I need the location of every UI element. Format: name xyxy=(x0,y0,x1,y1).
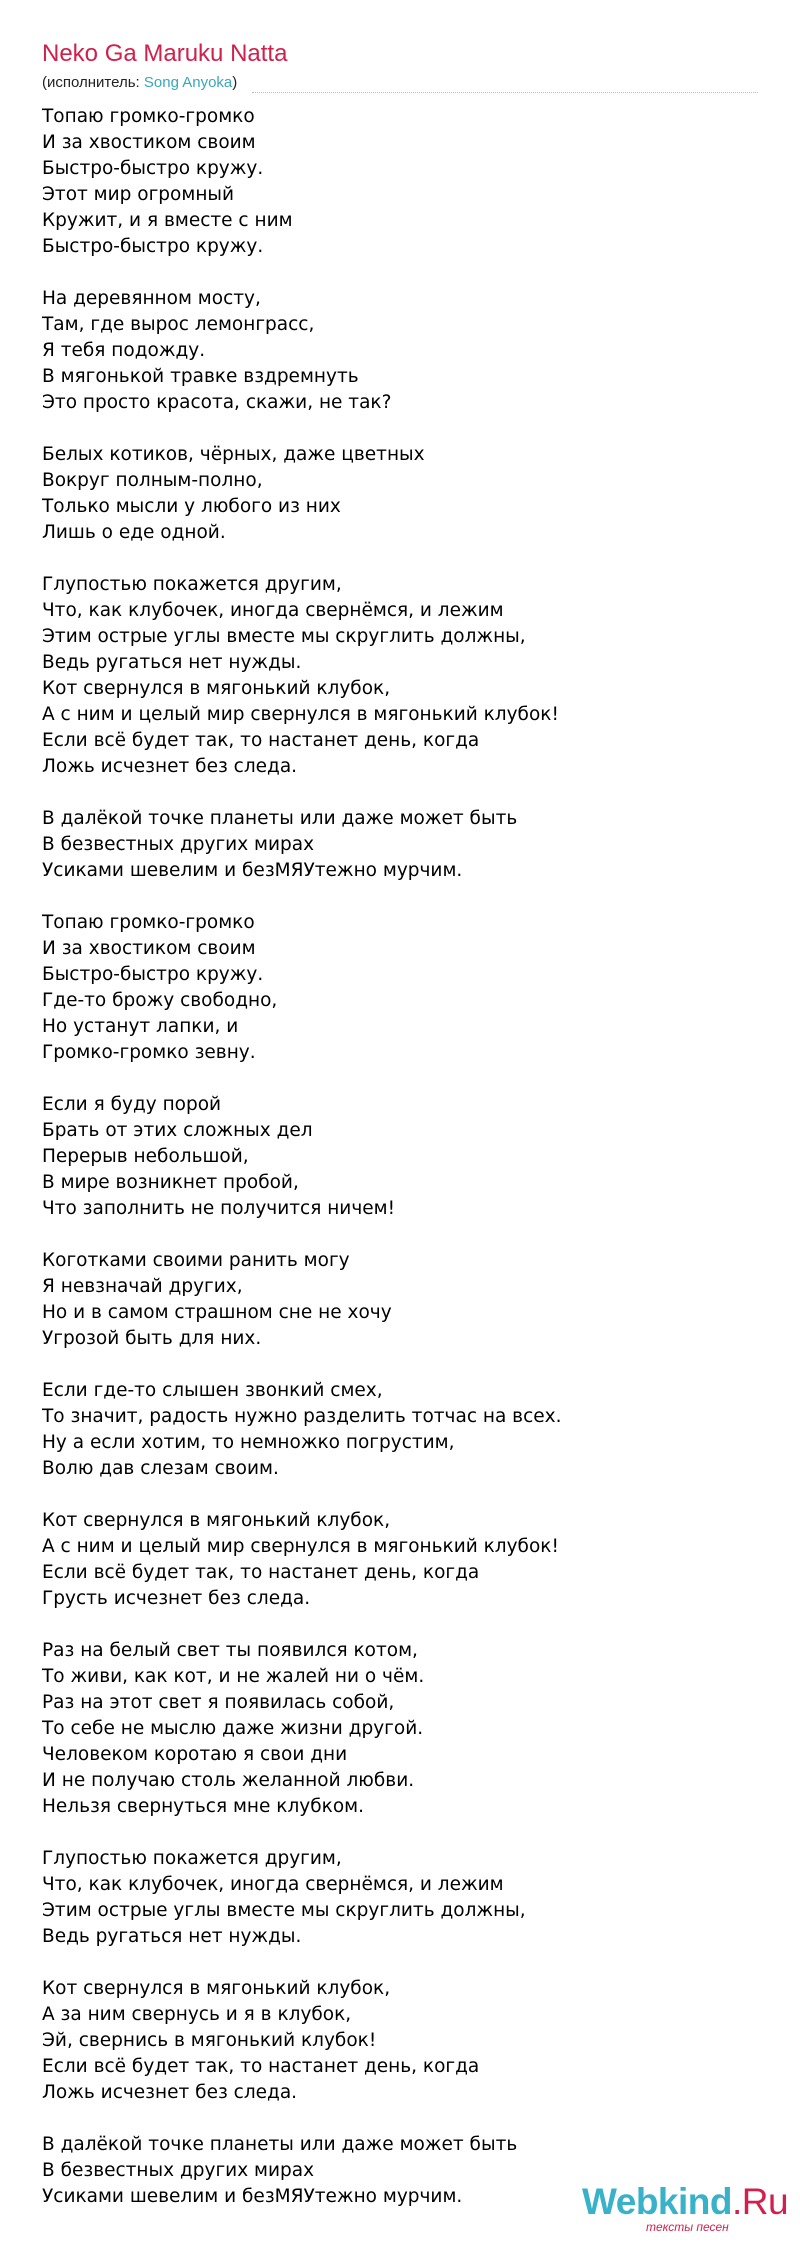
lyric-line: А за ним свернусь и я в клубок, xyxy=(42,2004,352,2025)
lyric-line: Быстро-быстро кружу. xyxy=(42,158,264,179)
byline-prefix: (исполнитель: xyxy=(42,74,144,91)
lyric-line: Кот свернулся в мягонький клубок, xyxy=(42,678,391,699)
lyric-line: Ну а если хотим, то немножко погрустим, xyxy=(42,1432,455,1453)
lyric-line: Быстро-быстро кружу. xyxy=(42,964,264,985)
lyric-line: Громко-громко зевну. xyxy=(42,1042,256,1063)
artist-byline xyxy=(42,74,237,91)
lyric-line: Человеком коротаю я свои дни xyxy=(42,1744,348,1765)
lyric-line: И не получаю столь желанной любви. xyxy=(42,1770,415,1791)
song-title: Neko Ga Maruku Natta xyxy=(42,40,288,67)
lyric-line: Усиками шевелим и безМЯУтежно мурчим. xyxy=(42,2186,463,2207)
lyric-line: Нельзя свернуться мне клубком. xyxy=(42,1796,364,1817)
lyric-line: Глупостью покажется другим, xyxy=(42,1848,342,1869)
lyric-line: Если всё будет так, то настанет день, когда xyxy=(42,730,480,751)
lyric-line: И за хвостиком своим xyxy=(42,938,256,959)
lyric-line: Быстро-быстро кружу. xyxy=(42,236,264,257)
lyric-line: Я невзначай других, xyxy=(42,1276,243,1297)
lyric-line: Волю дав слезам своим. xyxy=(42,1458,279,1479)
lyric-line: Перерыв небольшой, xyxy=(42,1146,249,1167)
lyric-line: То живи, как кот, и не жалей ни о чём. xyxy=(42,1666,425,1687)
stanza-gap xyxy=(42,884,742,910)
title-divider xyxy=(252,92,758,93)
lyric-line: Эй, свернись в мягонький клубок! xyxy=(42,2030,377,2051)
lyric-line: Топаю громко-громко xyxy=(42,106,255,127)
lyric-line: Белых котиков, чёрных, даже цветных xyxy=(42,444,425,465)
artist-link[interactable]: Song Anyoka xyxy=(143,74,233,91)
lyric-line: Что, как клубочек, иногда свернёмся, и лежим xyxy=(42,1874,504,1895)
lyric-line: Лишь о еде одной. xyxy=(42,522,226,543)
stanza-gap xyxy=(42,1352,742,1378)
lyric-line: В безвестных других мирах xyxy=(42,2160,315,2181)
site-logo[interactable] xyxy=(582,2181,789,2242)
lyric-line: Ложь исчезнет без следа. xyxy=(42,756,298,777)
lyric-line: Глупостью покажется другим, xyxy=(42,574,342,595)
lyric-line: А с ним и целый мир свернулся в мягонький клубок! xyxy=(42,1536,559,1557)
lyric-line: Если всё будет так, то настанет день, когда xyxy=(42,1562,480,1583)
lyric-line: На деревянном мосту, xyxy=(42,288,261,309)
lyric-line: Раз на этот свет я появилась собой, xyxy=(42,1692,395,1713)
lyric-line: Этим острые углы вместе мы скруглить должны, xyxy=(42,626,526,647)
lyric-line: Если всё будет так, то настанет день, когда xyxy=(42,2056,480,2077)
stanza-gap xyxy=(42,546,742,572)
lyrics-text xyxy=(42,104,742,2210)
lyric-line: То значит, радость нужно разделить тотчас на всех. xyxy=(42,1406,562,1427)
stanza-gap xyxy=(42,1482,742,1508)
logo-wordmark: Webkind xyxy=(582,2181,732,2222)
lyric-line: Кот свернулся в мягонький клубок, xyxy=(42,1510,391,1531)
lyric-line: Но и в самом страшном сне не хочу xyxy=(42,1302,392,1323)
stanza-gap xyxy=(42,260,742,286)
lyric-line: Грусть исчезнет без следа. xyxy=(42,1588,311,1609)
lyric-line: Брать от этих сложных дел xyxy=(42,1120,313,1141)
lyric-line: Если я буду порой xyxy=(42,1094,222,1115)
lyric-line: Кот свернулся в мягонький клубок, xyxy=(42,1978,391,1999)
stanza-gap xyxy=(42,1820,742,1846)
lyric-line: Ведь ругаться нет нужды. xyxy=(42,1926,302,1947)
lyric-line: Я тебя подожду. xyxy=(42,340,206,361)
lyric-line: Что, как клубочек, иногда свернёмся, и лежим xyxy=(42,600,504,621)
stanza-gap xyxy=(42,1222,742,1248)
lyric-line: Если где-то слышен звонкий смех, xyxy=(42,1380,383,1401)
stanza-gap xyxy=(42,416,742,442)
lyric-line: Топаю громко-громко xyxy=(42,912,255,933)
stanza-gap xyxy=(42,1612,742,1638)
lyric-line: Там, где вырос лемонграсс, xyxy=(42,314,315,335)
lyric-line: В далёкой точке планеты или даже может быть xyxy=(42,2134,518,2155)
lyric-line: Ведь ругаться нет нужды. xyxy=(42,652,302,673)
lyric-line: Где-то брожу свободно, xyxy=(42,990,278,1011)
lyric-line: Раз на белый свет ты появился котом, xyxy=(42,1640,418,1661)
lyric-line: В мире возникнет пробой, xyxy=(42,1172,299,1193)
lyric-line: Только мысли у любого из них xyxy=(42,496,341,517)
lyric-line: Но устанут лапки, и xyxy=(42,1016,239,1037)
byline-suffix: ) xyxy=(232,74,238,91)
lyric-line: Этот мир огромный xyxy=(42,184,235,205)
logo-tagline: тексты песен xyxy=(646,2220,729,2234)
stanza-gap xyxy=(42,1950,742,1976)
stanza-gap xyxy=(42,780,742,806)
lyric-line: Вокруг полным-полно, xyxy=(42,470,263,491)
lyric-line: Усиками шевелим и безМЯУтежно мурчим. xyxy=(42,860,463,881)
lyric-line: В далёкой точке планеты или даже может быть xyxy=(42,808,518,829)
lyric-line: Ложь исчезнет без следа. xyxy=(42,2082,298,2103)
stanza-gap xyxy=(42,1066,742,1092)
logo-tld: .Ru xyxy=(732,2181,789,2222)
lyric-line: И за хвостиком своим xyxy=(42,132,256,153)
lyric-line: Кружит, и я вместе с ним xyxy=(42,210,293,231)
lyric-line: В мягонькой травке вздремнуть xyxy=(42,366,359,387)
lyric-line: Коготками своими ранить могу xyxy=(42,1250,350,1271)
lyric-line: А с ним и целый мир свернулся в мягонький клубок! xyxy=(42,704,559,725)
lyric-line: Это просто красота, скажи, не так? xyxy=(42,392,392,413)
stanza-gap xyxy=(42,2106,742,2132)
lyric-line: Угрозой быть для них. xyxy=(42,1328,262,1349)
lyric-line: Этим острые углы вместе мы скруглить должны, xyxy=(42,1900,526,1921)
lyric-line: В безвестных других мирах xyxy=(42,834,315,855)
lyric-line: То себе не мыслю даже жизни другой. xyxy=(42,1718,424,1739)
lyric-line: Что заполнить не получится ничем! xyxy=(42,1198,396,1219)
